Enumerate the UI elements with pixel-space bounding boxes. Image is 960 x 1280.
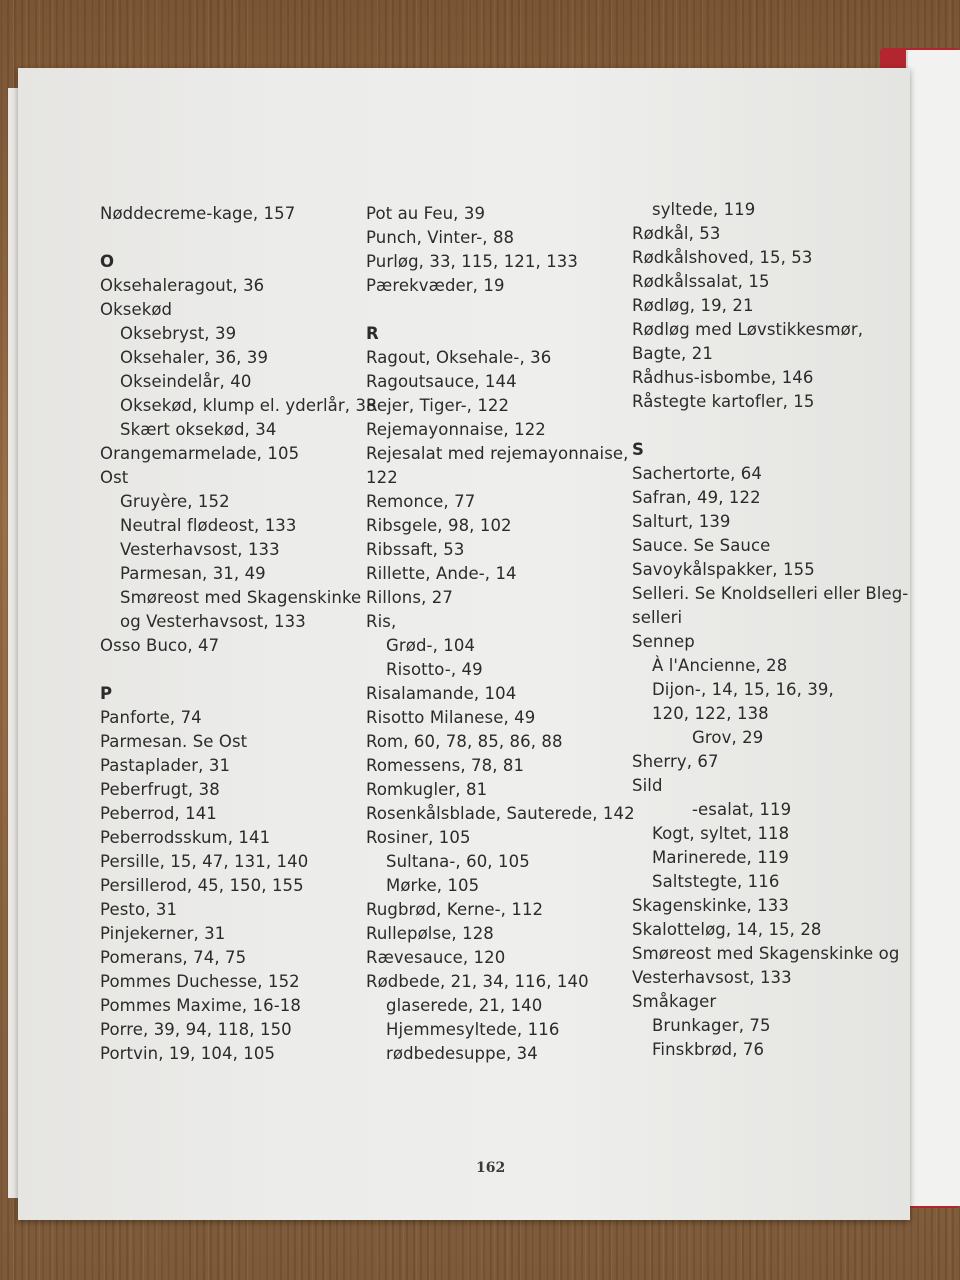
index-entry: Ris, (366, 612, 397, 631)
index-entry: Rullepølse, 128 (366, 924, 494, 943)
index-subentry: Kogt, syltet, 118 (652, 824, 790, 843)
index-entry: Rødkål, 53 (632, 224, 721, 243)
index-subentry: Oksehaler, 36, 39 (120, 348, 269, 367)
index-entry: Sild (632, 776, 663, 795)
index-entry: Rillette, Ande-, 14 (366, 564, 517, 583)
index-entry: Rejesalat med rejemayonnaise, (366, 444, 629, 463)
section-letter: S (632, 440, 644, 459)
index-entry: Pinjekerner, 31 (100, 924, 226, 943)
index-entry: Ribssaft, 53 (366, 540, 465, 559)
index-entry: Rødkålshoved, 15, 53 (632, 248, 813, 267)
index-entry: Purløg, 33, 115, 121, 133 (366, 252, 578, 271)
index-entry: Ragoutsauce, 144 (366, 372, 517, 391)
index-subentry: Saltstegte, 116 (652, 872, 780, 891)
index-entry: Orangemarmelade, 105 (100, 444, 300, 463)
index-entry: Salturt, 139 (632, 512, 731, 531)
index-entry: Rejer, Tiger-, 122 (366, 396, 510, 415)
index-entry: Pommes Maxime, 16-18 (100, 996, 301, 1015)
index-subentry: Brunkager, 75 (652, 1016, 771, 1035)
index-entry: Romkugler, 81 (366, 780, 488, 799)
index-subentry: Skært oksekød, 34 (120, 420, 277, 439)
index-subentry: Smøreost med Skagenskinke (120, 588, 362, 607)
index-entry: Nøddecreme-kage, 157 (100, 204, 296, 223)
index-entry: Pesto, 31 (100, 900, 178, 919)
index-entry: Rosenkålsblade, Sauterede, 142 (366, 804, 635, 823)
index-entry: Ragout, Oksehale-, 36 (366, 348, 552, 367)
index-subentry: Mørke, 105 (386, 876, 480, 895)
index-entry: Pomerans, 74, 75 (100, 948, 247, 967)
index-entry: Risalamande, 104 (366, 684, 517, 703)
index-entry: Skagenskinke, 133 (632, 896, 789, 915)
index-entry: Parmesan. Se Ost (100, 732, 248, 751)
index-entry: Sherry, 67 (632, 752, 719, 771)
index-subentry: Marinerede, 119 (652, 848, 790, 867)
index-entry: Rævesauce, 120 (366, 948, 506, 967)
index-entry: Selleri. Se Knoldselleri eller Bleg- (632, 584, 909, 603)
index-entry: Rosiner, 105 (366, 828, 471, 847)
index-subentry: Parmesan, 31, 49 (120, 564, 266, 583)
section-gap (100, 226, 377, 250)
index-entry: Risotto Milanese, 49 (366, 708, 536, 727)
index-entry: Rillons, 27 (366, 588, 453, 607)
index-entry: Bagte, 21 (632, 344, 713, 363)
index-entry: Råstegte kartofler, 15 (632, 392, 815, 411)
index-entry: Portvin, 19, 104, 105 (100, 1044, 276, 1063)
index-entry: Pommes Duchesse, 152 (100, 972, 300, 991)
index-entry: Punch, Vinter-, 88 (366, 228, 515, 247)
index-subentry: Sultana-, 60, 105 (386, 852, 530, 871)
index-entry: Osso Buco, 47 (100, 636, 220, 655)
index-entry: Sauce. Se Sauce (632, 536, 771, 555)
index-subentry: glaserede, 21, 140 (386, 996, 543, 1015)
index-entry: Oksehaleragout, 36 (100, 276, 265, 295)
index-column-right (632, 198, 908, 1062)
index-entry: Remonce, 77 (366, 492, 476, 511)
index-entry: Sennep (632, 632, 695, 651)
index-entry: Ribsgele, 98, 102 (366, 516, 512, 535)
index-entry: Pot au Feu, 39 (366, 204, 486, 223)
index-subentry: Oksebryst, 39 (120, 324, 237, 343)
index-entry: Rom, 60, 78, 85, 86, 88 (366, 732, 563, 751)
index-subentry: Okseindelår, 40 (120, 372, 252, 391)
section-gap (100, 658, 377, 682)
index-entry: Rejemayonnaise, 122 (366, 420, 546, 439)
index-entry: Rødkålssalat, 15 (632, 272, 770, 291)
index-entry: Rødbede, 21, 34, 116, 140 (366, 972, 589, 991)
index-entry: Safran, 49, 122 (632, 488, 761, 507)
index-subentry: syltede, 119 (652, 200, 756, 219)
index-entry: Ost (100, 468, 129, 487)
index-entry: Rødløg med Løvstikkesmør, (632, 320, 864, 339)
index-column-left (100, 202, 377, 1066)
index-entry: Pastaplader, 31 (100, 756, 231, 775)
index-subentry: Gruyère, 152 (120, 492, 230, 511)
index-subentry: Grød-, 104 (386, 636, 476, 655)
index-subentry: Risotto-, 49 (386, 660, 483, 679)
index-subentry: Hjemmesyltede, 116 (386, 1020, 560, 1039)
index-entry: Rådhus-isbombe, 146 (632, 368, 814, 387)
index-page (18, 68, 910, 1220)
index-entry: Sachertorte, 64 (632, 464, 763, 483)
index-subentry: Neutral flødeost, 133 (120, 516, 297, 535)
index-entry: Porre, 39, 94, 118, 150 (100, 1020, 292, 1039)
index-subentry: og Vesterhavsost, 133 (120, 612, 306, 631)
section-letter: P (100, 684, 113, 703)
section-letter: O (100, 252, 115, 271)
facing-page-edge (906, 50, 960, 1206)
page-number: 162 (476, 1160, 506, 1176)
index-entry: Panforte, 74 (100, 708, 202, 727)
index-entry: Småkager (632, 992, 717, 1011)
index-entry: Persille, 15, 47, 131, 140 (100, 852, 309, 871)
section-letter: R (366, 324, 379, 343)
index-entry: Skalotteløg, 14, 15, 28 (632, 920, 822, 939)
index-entry: Peberrod, 141 (100, 804, 217, 823)
index-entry: selleri (632, 608, 683, 627)
index-entry: Pærekvæder, 19 (366, 276, 505, 295)
index-entry: Vesterhavsost, 133 (632, 968, 792, 987)
index-subentry: Finskbrød, 76 (652, 1040, 765, 1059)
index-entry: 122 (366, 468, 398, 487)
index-subentry: -esalat, 119 (692, 800, 792, 819)
index-subentry: rødbedesuppe, 34 (386, 1044, 538, 1063)
index-subentry: Vesterhavsost, 133 (120, 540, 280, 559)
section-gap (366, 298, 635, 322)
index-subentry: 120, 122, 138 (652, 704, 769, 723)
index-entry: Rugbrød, Kerne-, 112 (366, 900, 544, 919)
index-entry: Smøreost med Skagenskinke og (632, 944, 900, 963)
index-entry: Oksekød (100, 300, 173, 319)
index-subentry: Dijon-, 14, 15, 16, 39, (652, 680, 834, 699)
section-gap (632, 414, 908, 438)
index-entry: Savoykålspakker, 155 (632, 560, 815, 579)
index-entry: Peberfrugt, 38 (100, 780, 220, 799)
index-entry: Persillerod, 45, 150, 155 (100, 876, 304, 895)
index-entry: Romessens, 78, 81 (366, 756, 525, 775)
index-subentry: Grov, 29 (692, 728, 764, 747)
index-column-middle (366, 202, 635, 1066)
index-subentry: À l'Ancienne, 28 (652, 656, 788, 675)
index-subentry: Oksekød, klump el. yderlår, 38 (120, 396, 377, 415)
index-entry: Peberrodsskum, 141 (100, 828, 271, 847)
index-entry: Rødløg, 19, 21 (632, 296, 754, 315)
